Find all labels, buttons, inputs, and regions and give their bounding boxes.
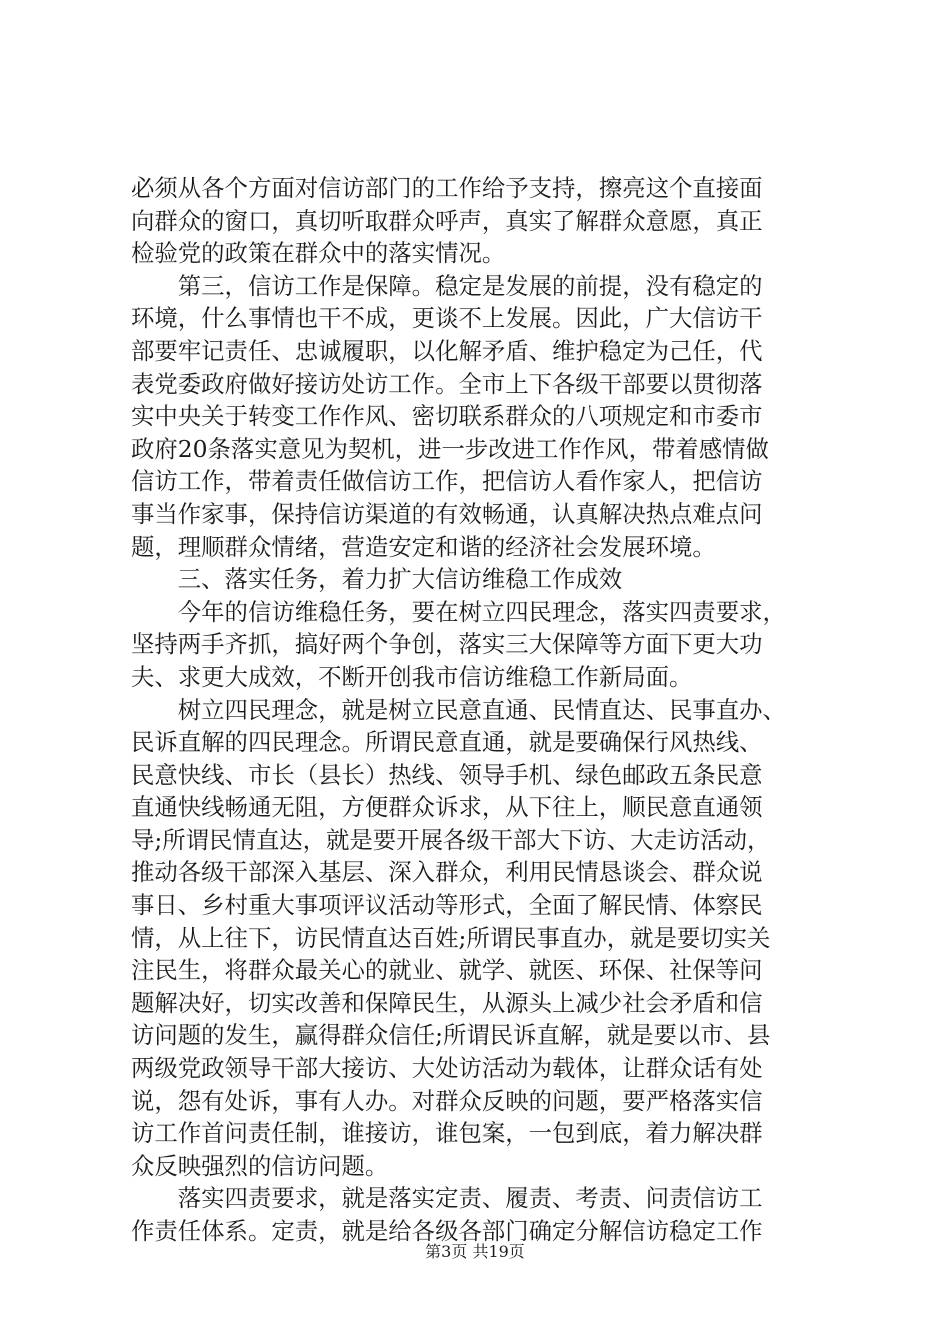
- text-line: 题解决好，切实改善和保障民生，从源头上减少社会矛盾和信: [131, 988, 763, 1017]
- text-line: 今年的信访维稳任务，要在树立四民理念，落实四责要求，: [131, 597, 786, 626]
- text-line: 事当作家事，保持信访渠道的有效畅通，认真解决热点难点问: [131, 499, 763, 528]
- text-line: 事日、乡村重大事项评议活动等形式，全面了解民情、体察民: [131, 891, 763, 920]
- text-line: 政府20条落实意见为契机，进一步改进工作作风，带着感情做: [131, 434, 769, 463]
- text-line: 坚持两手齐抓，搞好两个争创，落实三大保障等方面下更大功: [131, 630, 763, 659]
- text-line: 树立四民理念，就是树立民意直通、民情直达、民事直办、: [131, 695, 786, 724]
- text-line: 夫、求更大成效，不断开创我市信访维稳工作新局面。: [131, 662, 693, 691]
- text-line: 向群众的窗口，真切听取群众呼声，真实了解群众意愿，真正: [131, 206, 763, 235]
- text-line: 部要牢记责任、忠诚履职，以化解矛盾、维护稳定为己任，代: [131, 336, 763, 365]
- text-line: 第三，信访工作是保障。稳定是发展的前提，没有稳定的: [131, 271, 763, 300]
- text-line: 信访工作，带着责任做信访工作，把信访人看作家人，把信访: [131, 467, 763, 496]
- text-line: 检验党的政策在群众中的落实情况。: [131, 239, 506, 268]
- text-line: 导;所谓民情直达，就是要开展各级干部大下访、大走访活动，: [131, 825, 771, 854]
- text-line: 民意快线、市长（县长）热线、领导手机、绿色邮政五条民意: [131, 760, 763, 789]
- text-line: 推动各级干部深入基层、深入群众，利用民情恳谈会、群众说: [131, 858, 763, 887]
- text-line: 表党委政府做好接访处访工作。全市上下各级干部要以贯彻落: [131, 369, 763, 398]
- text-line: 必须从各个方面对信访部门的工作给予支持，擦亮这个直接面: [131, 174, 763, 202]
- text-line: 题，理顺群众情绪，营造安定和谐的经济社会发展环境。: [131, 532, 716, 561]
- page-number-footer: 第3页 共19页: [425, 1242, 525, 1261]
- text-line: 访工作首问责任制，谁接访，谁包案，一包到底，着力解决群: [131, 1119, 763, 1148]
- text-line: 两级党政领导干部大接访、大处访活动为载体，让群众话有处: [131, 1054, 763, 1083]
- text-line: 作责任体系。定责，就是给各级各部门确定分解信访稳定工作: [131, 1217, 763, 1245]
- text-line: 注民生，将群众最关心的就业、就学、就医、环保、社保等问: [131, 956, 763, 985]
- text-line: 落实四责要求，就是落实定责、履责、考责、问责信访工: [131, 1184, 763, 1213]
- text-line: 民诉直解的四民理念。所谓民意直通，就是要确保行风热线、: [131, 728, 763, 757]
- text-line: 情，从上往下，访民情直达百姓;所谓民事直办，就是要切实关: [131, 923, 771, 952]
- section-heading: 三、落实任务，着力扩大信访维稳工作成效: [131, 565, 623, 594]
- text-line: 说，怨有处诉，事有人办。对群众反映的问题，要严格落实信: [131, 1086, 763, 1115]
- text-line: 众反映强烈的信访问题。: [131, 1151, 389, 1180]
- text-line: 直通快线畅通无阻，方便群众诉求，从下往上，顺民意直通领: [131, 793, 763, 822]
- text-line: 访问题的发生，赢得群众信任;所谓民诉直解，就是要以市、县: [131, 1021, 771, 1050]
- text-line: 实中央关于转变工作作风、密切联系群众的八项规定和市委市: [131, 402, 763, 431]
- body-text: [131, 172, 833, 1248]
- text-line: 环境，什么事情也干不成，更谈不上发展。因此，广大信访干: [131, 304, 763, 333]
